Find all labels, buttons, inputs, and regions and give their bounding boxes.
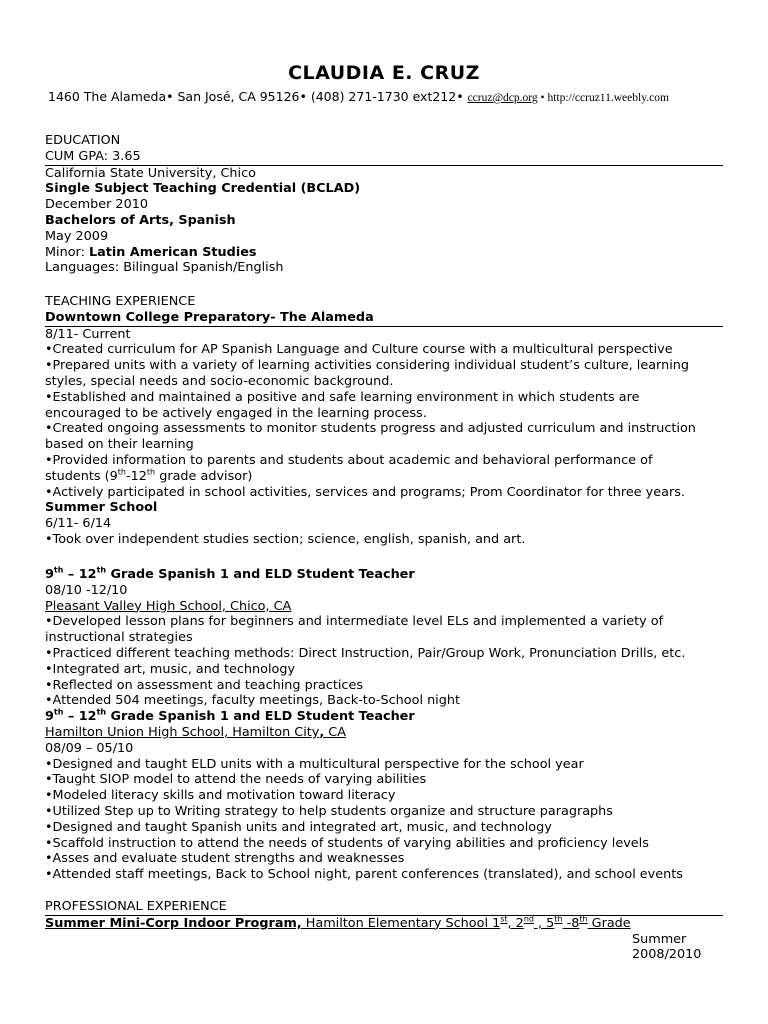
text: Hamilton Union High School, Hamilton City — [45, 724, 320, 740]
education-heading: EDUCATION — [45, 133, 121, 148]
text: Hamilton Elementary School 1 — [301, 915, 501, 931]
minor-label: Minor: — [45, 244, 89, 260]
address: 1460 The Alameda• San José, CA 95126• (408) 271-1730 ext212 — [48, 89, 457, 104]
credential: Single Subject Teaching Credential (BCLAD) — [45, 181, 361, 197]
bullet: •Utilized Step up to Writing strategy to help students organize and structure paragraphs — [45, 803, 613, 819]
bullet: •Reflected on assessment and teaching practices — [45, 677, 364, 693]
bullet-cont: instructional strategies — [45, 630, 193, 646]
bullet: •Prepared units with a variety of learning activities considering individual student’s culture, learning — [45, 358, 689, 374]
sup: th — [554, 914, 563, 924]
text: students (9 — [45, 468, 118, 484]
bullet: •Asses and evaluate student strengths and weaknesses — [45, 851, 405, 867]
credential-date: December 2010 — [45, 197, 148, 213]
text: – 12 — [63, 567, 97, 582]
job-title — [45, 916, 723, 932]
text: -8 — [562, 915, 580, 931]
separator: • — [537, 92, 548, 104]
school: California State University, Chico — [45, 165, 256, 181]
sup: th — [53, 565, 64, 575]
bullet-cont — [45, 469, 723, 485]
bullet: •Attended 504 meetings, faculty meetings, Back-to-School night — [45, 693, 460, 709]
job-title — [45, 567, 723, 583]
sup: st — [500, 914, 508, 924]
bullet-cont: encouraged to be actively engaged in the learning process. — [45, 405, 427, 421]
bullet: •Established and maintained a positive and safe learning environment in which students are — [45, 389, 640, 405]
bullet: •Attended staff meetings, Back to School night, parent conferences (translated), and school events — [45, 867, 683, 883]
separator: • — [456, 89, 464, 104]
teaching-section-2 — [45, 567, 723, 883]
school — [45, 725, 723, 741]
bullet: •Scaffold instruction to attend the needs of students of varying abilities and proficiency levels — [45, 835, 649, 851]
bullet-cont: styles, special needs and socio-economic background. — [45, 373, 394, 389]
teaching-section — [45, 294, 723, 548]
sup: th — [53, 707, 64, 717]
contact-line — [48, 89, 728, 104]
sup: nd — [523, 914, 534, 924]
teaching-heading: TEACHING EXPERIENCE — [45, 294, 196, 309]
bullet: •Modeled literacy skills and motivation toward literacy — [45, 788, 396, 804]
website-link[interactable]: http://ccruz11.weebly.com — [547, 92, 669, 104]
bullet: •Took over independent studies section; science, english, spanish, and art. — [45, 531, 526, 547]
text: Grade Spanish 1 and ELD Student Teacher — [106, 567, 415, 582]
job-dates: 6/11- 6/14 — [45, 516, 112, 532]
text: Grade — [587, 915, 631, 931]
education-section — [45, 133, 723, 276]
bullet: •Designed and taught Spanish units and integrated art, music, and technology — [45, 819, 552, 835]
professional-section — [45, 899, 723, 963]
bullet: •Created ongoing assessments to monitor students progress and adjusted curriculum and instruction — [45, 421, 696, 437]
job-title: Summer School — [45, 500, 158, 516]
degree: Bachelors of Arts, Spanish — [45, 212, 236, 228]
bullet: •Designed and taught ELD units with a multicultural perspective for the school year — [45, 756, 584, 772]
text: grade advisor) — [155, 468, 253, 484]
professional-heading: PROFESSIONAL EXPERIENCE — [45, 899, 723, 916]
bullet: •Integrated art, music, and technology — [45, 661, 296, 677]
email-link[interactable]: ccruz@dcp.org — [467, 92, 538, 104]
sup: th — [96, 707, 107, 717]
text: Summer Mini-Corp Indoor Program, — [45, 915, 302, 931]
candidate-name: CLAUDIA E. CRUZ — [288, 62, 480, 84]
bullet: •Created curriculum for AP Spanish Language and Culture course with a multicultural perspective — [45, 342, 673, 358]
job-when: Summer — [632, 931, 687, 947]
bullet: •Practiced different teaching methods: Direct Instruction, Pair/Group Work, Pronunciation Drills, etc. — [45, 645, 686, 661]
school: Pleasant Valley High School, Chico, CA — [45, 598, 292, 614]
languages: Languages: Bilingual Spanish/English — [45, 260, 284, 276]
job-title: Downtown College Preparatory- The Alameda — [45, 310, 723, 327]
text: Grade Spanish 1 and ELD Student Teacher — [106, 709, 415, 725]
bullet: •Actively participated in school activities, services and programs; Prom Coordinator for three years. — [45, 484, 685, 500]
text: , — [319, 724, 325, 740]
degree-date: May 2009 — [45, 228, 109, 244]
bullet-cont: based on their learning — [45, 437, 194, 453]
gpa: CUM GPA: 3.65 — [45, 149, 723, 166]
bullet: •Taught SIOP model to attend the needs of varying abilities — [45, 772, 427, 788]
text: -12 — [126, 468, 147, 484]
text: , 5 — [533, 915, 555, 931]
bullet: •Developed lesson plans for beginners and intermediate level ELs and implemented a variety of — [45, 614, 664, 630]
minor — [45, 245, 723, 261]
job-dates: 08/10 -12/10 — [45, 582, 128, 598]
text: 9 — [45, 709, 54, 725]
text: 9 — [45, 567, 54, 582]
sup: th — [96, 565, 107, 575]
job-dates: 8/11- Current — [45, 326, 131, 342]
sup: th — [579, 914, 588, 924]
job-when: 2008/2010 — [632, 947, 702, 963]
text: – 12 — [63, 709, 97, 725]
text: CA — [324, 724, 346, 740]
sup: th — [117, 467, 127, 477]
minor-value: Latin American Studies — [88, 244, 257, 260]
bullet: •Provided information to parents and students about academic and behavioral performance of — [45, 452, 653, 468]
text: , 2 — [507, 915, 524, 931]
job-dates: 08/09 – 05/10 — [45, 740, 134, 756]
job-title — [45, 709, 723, 725]
sup: th — [146, 467, 156, 477]
